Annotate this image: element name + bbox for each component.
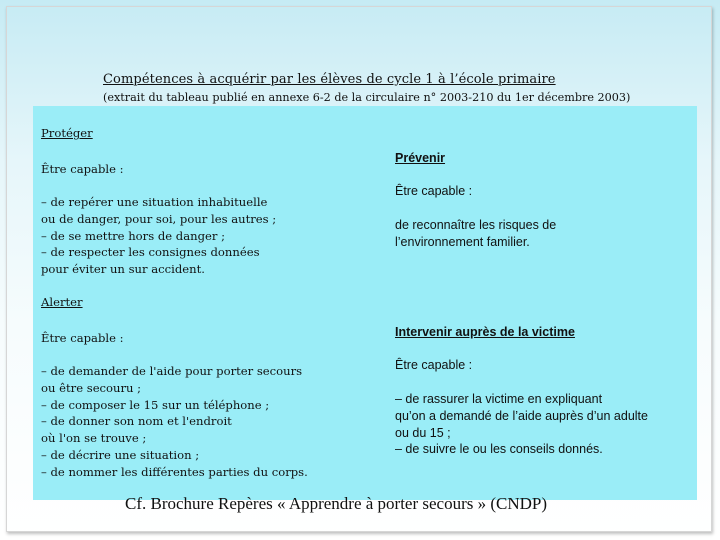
list-item: qu’on a demandé de l’aide auprès d’un adulte [395, 408, 648, 423]
list-item: – de nommer les différentes parties du corps. [41, 464, 308, 479]
intervenir-list [395, 391, 648, 458]
page-subtitle: (extrait du tableau publié en annexe 6-2 de la circulaire n° 2003-210 du 1er décembre 2003) [103, 91, 631, 104]
list-item: ou du 15 ; [395, 425, 451, 440]
proteger-list [41, 194, 276, 278]
page-title: Compétences à acquérir par les élèves de cycle 1 à l’école primaire [103, 72, 556, 87]
list-item: – de suivre le ou les conseils donnés. [395, 442, 603, 457]
section-heading-intervenir: Intervenir auprès de la victime [395, 325, 575, 339]
content-panel [33, 106, 697, 500]
intervenir-capable-label: Être capable : [395, 358, 473, 372]
prevenir-capable-label: Être capable : [395, 184, 473, 198]
list-item: – de repérer une situation inhabituelle [41, 195, 268, 209]
alerter-list [41, 363, 308, 481]
footer-reference: Cf. Brochure Repères « Apprendre à porter secours » (CNDP) [125, 494, 548, 513]
list-item: – de donner son nom et l'endroit [41, 414, 232, 429]
list-item: – de respecter les consignes données [41, 245, 260, 260]
list-item: ou être secouru ; [41, 380, 142, 395]
alerter-capable-label: Être capable : [41, 331, 124, 345]
list-item: – de se mettre hors de danger ; [41, 228, 226, 243]
list-item: pour éviter un sur accident. [41, 262, 205, 277]
section-heading-alerter: Alerter [41, 295, 83, 309]
proteger-capable-label: Être capable : [41, 162, 124, 176]
list-item: – de rassurer la victime en expliquant [395, 392, 603, 406]
list-item: l’environnement familier. [395, 234, 530, 249]
list-item: ou de danger, pour soi, pour les autres ; [41, 211, 277, 226]
section-heading-proteger: Protéger [41, 126, 93, 140]
list-item: de reconnaître les risques de [395, 218, 557, 232]
list-item: – de décrire une situation ; [41, 447, 200, 462]
list-item: – de composer le 15 sur un téléphone ; [41, 397, 270, 412]
prevenir-list [395, 217, 556, 251]
list-item: où l'on se trouve ; [41, 431, 147, 446]
section-heading-prevenir: Prévenir [395, 151, 446, 165]
list-item: – de demander de l'aide pour porter secours [41, 364, 303, 378]
